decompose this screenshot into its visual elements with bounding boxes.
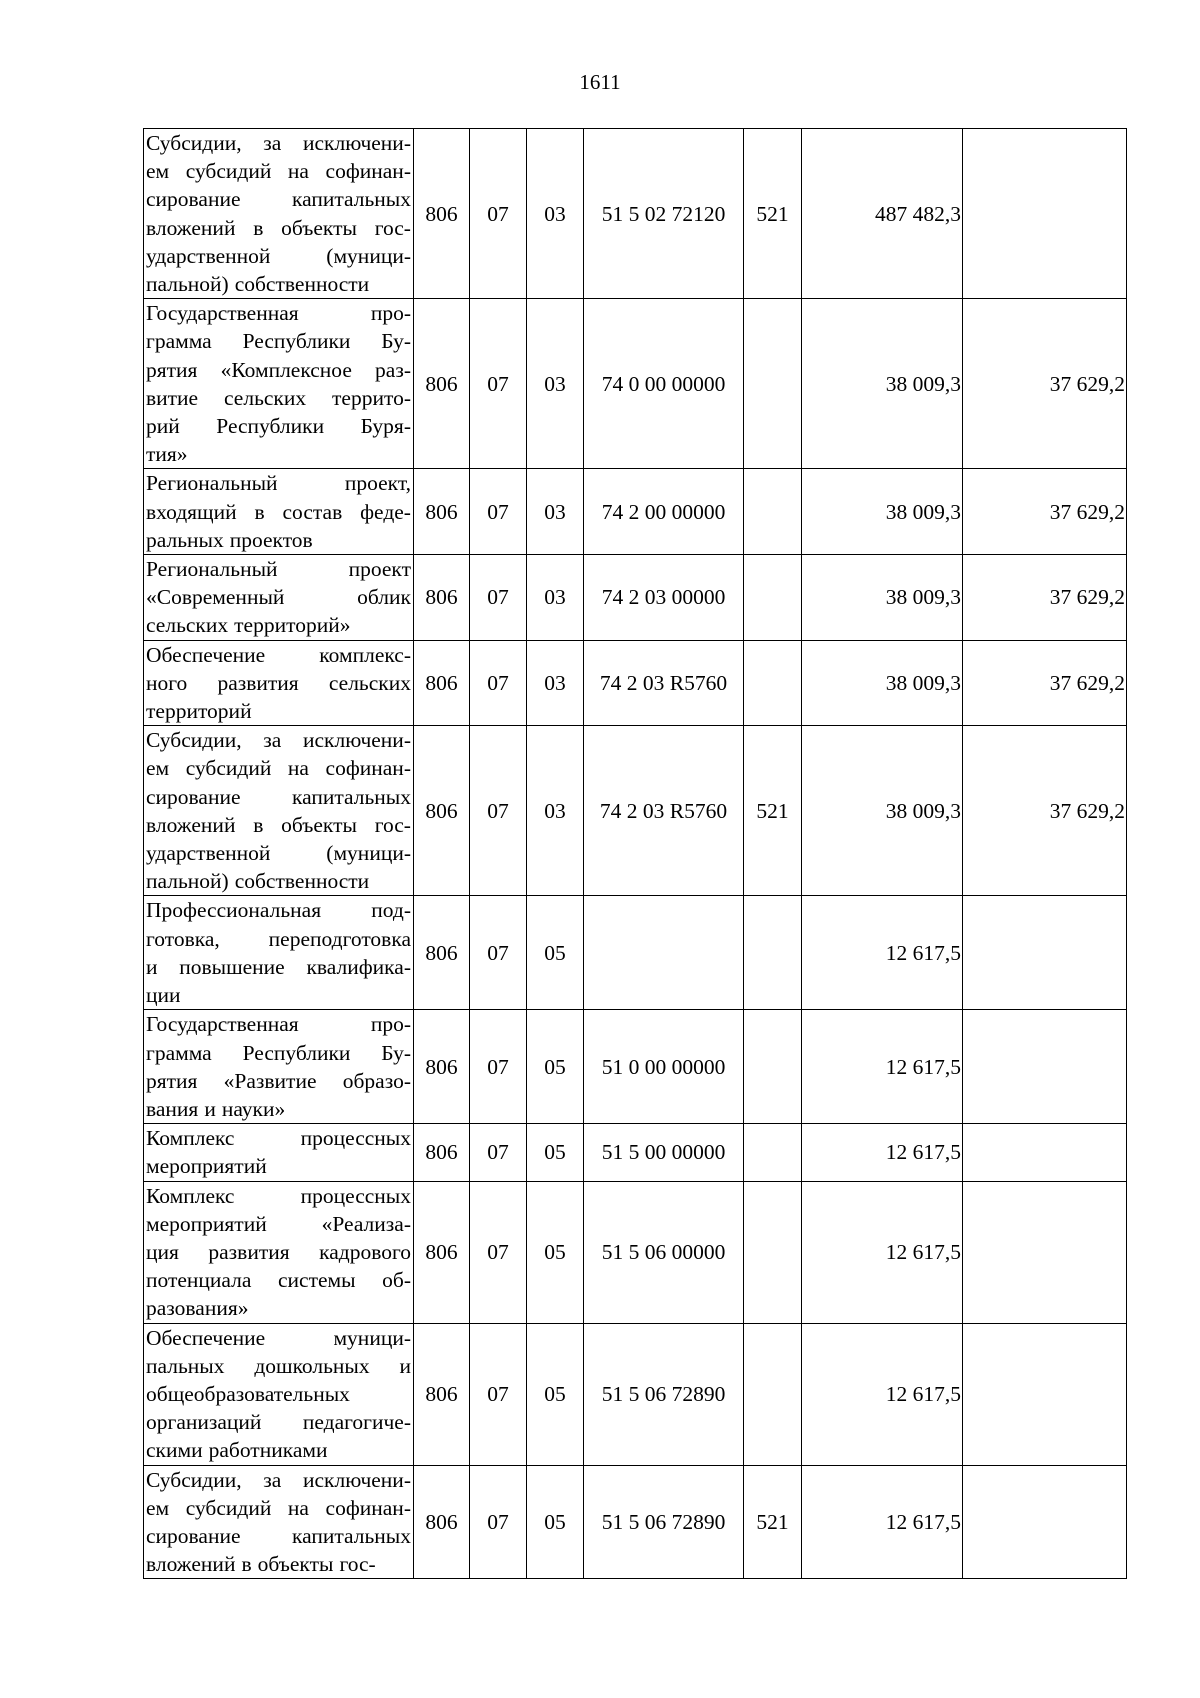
subsection-code-cell: 05 <box>527 1181 584 1323</box>
row-name-line: организаций педагогиче- <box>146 1410 411 1435</box>
section-code-cell: 07 <box>470 1465 527 1579</box>
expense-type-cell: 521 <box>744 1465 802 1579</box>
section-code-cell: 07 <box>470 129 527 299</box>
subsection-code-cell: 03 <box>527 555 584 641</box>
expense-type-cell <box>744 299 802 469</box>
row-name-cell <box>144 555 414 641</box>
row-name-line: сельских территорий» <box>146 613 351 638</box>
subsection-code-cell: 03 <box>527 640 584 726</box>
amount-year1-cell: 12 617,5 <box>802 1181 963 1323</box>
row-name-line: сирование капитальных <box>146 187 411 212</box>
amount-year1-cell: 12 617,5 <box>802 1465 963 1579</box>
ministry-code-cell: 806 <box>414 1323 470 1465</box>
row-name-line: общеобразовательных <box>146 1381 350 1406</box>
expense-type-cell <box>744 896 802 1010</box>
row-name-line: входящий в состав феде- <box>146 499 411 524</box>
amount-year2-cell: 37 629,2 <box>963 299 1127 469</box>
amount-year2-cell: 37 629,2 <box>963 640 1127 726</box>
section-code-cell: 07 <box>470 469 527 555</box>
row-name-cell <box>144 1124 414 1181</box>
expense-type-cell <box>744 640 802 726</box>
row-name-cell <box>144 129 414 299</box>
table-row <box>144 1181 1127 1323</box>
target-article-cell: 51 5 00 00000 <box>584 1124 744 1181</box>
section-code-cell: 07 <box>470 1181 527 1323</box>
amount-year2-cell: 37 629,2 <box>963 726 1127 896</box>
ministry-code-cell: 806 <box>414 1124 470 1181</box>
table-row <box>144 640 1127 726</box>
row-name-cell <box>144 1323 414 1465</box>
amount-year2-cell <box>963 1010 1127 1124</box>
expense-type-cell: 521 <box>744 129 802 299</box>
amount-year2-cell <box>963 1323 1127 1465</box>
row-name-line: сирование капитальных <box>146 1523 411 1548</box>
row-name-line: вания и науки» <box>146 1096 286 1121</box>
row-name-line: грамма Республики Бу- <box>146 1040 411 1065</box>
table-row <box>144 469 1127 555</box>
row-name-cell <box>144 1181 414 1323</box>
subsection-code-cell: 03 <box>527 129 584 299</box>
ministry-code-cell: 806 <box>414 640 470 726</box>
table-row <box>144 1465 1127 1579</box>
row-name-line: ем субсидий на софинан- <box>146 756 411 781</box>
ministry-code-cell: 806 <box>414 1465 470 1579</box>
ministry-code-cell: 806 <box>414 299 470 469</box>
amount-year1-cell: 12 617,5 <box>802 896 963 1010</box>
row-name-line: готовка, переподготовка <box>146 926 411 951</box>
budget-table <box>143 128 1127 1579</box>
target-article-cell: 74 2 03 00000 <box>584 555 744 641</box>
row-name-line: Субсидии, за исключени- <box>146 728 411 753</box>
section-code-cell: 07 <box>470 896 527 1010</box>
expense-type-cell <box>744 1323 802 1465</box>
target-article-cell: 74 2 03 R5760 <box>584 640 744 726</box>
ministry-code-cell: 806 <box>414 555 470 641</box>
row-name-line: потенциала системы об- <box>146 1268 411 1293</box>
table-body <box>144 129 1127 1579</box>
row-name-line: «Современный облик <box>146 585 411 610</box>
row-name-cell <box>144 469 414 555</box>
subsection-code-cell: 05 <box>527 1323 584 1465</box>
table-row <box>144 1124 1127 1181</box>
amount-year1-cell: 38 009,3 <box>802 469 963 555</box>
amount-year2-cell <box>963 1124 1127 1181</box>
amount-year2-cell <box>963 896 1127 1010</box>
row-name-line: пальных дошкольных и <box>146 1353 411 1378</box>
expense-type-cell <box>744 1181 802 1323</box>
table-row <box>144 726 1127 896</box>
target-article-cell: 51 0 00 00000 <box>584 1010 744 1124</box>
row-name-line: Комплекс процессных <box>146 1126 411 1151</box>
subsection-code-cell: 05 <box>527 896 584 1010</box>
row-name-line: Обеспечение комплекс- <box>146 642 411 667</box>
expense-type-cell <box>744 469 802 555</box>
row-name-line: Обеспечение муници- <box>146 1325 411 1350</box>
row-name-line: вложений в объекты гос- <box>146 215 411 240</box>
subsection-code-cell: 05 <box>527 1124 584 1181</box>
section-code-cell: 07 <box>470 1124 527 1181</box>
amount-year1-cell: 487 482,3 <box>802 129 963 299</box>
section-code-cell: 07 <box>470 726 527 896</box>
target-article-cell: 74 2 00 00000 <box>584 469 744 555</box>
target-article-cell <box>584 896 744 1010</box>
table-row <box>144 1010 1127 1124</box>
table-row <box>144 896 1127 1010</box>
subsection-code-cell: 03 <box>527 469 584 555</box>
row-name-line: витие сельских террито- <box>146 385 411 410</box>
row-name-line: сирование капитальных <box>146 784 411 809</box>
section-code-cell: 07 <box>470 1010 527 1124</box>
expense-type-cell <box>744 1124 802 1181</box>
amount-year2-cell: 37 629,2 <box>963 469 1127 555</box>
row-name-line: Региональный проект <box>146 557 411 582</box>
table-row <box>144 129 1127 299</box>
row-name-cell <box>144 1465 414 1579</box>
row-name-cell <box>144 640 414 726</box>
target-article-cell: 51 5 02 72120 <box>584 129 744 299</box>
row-name-line: Профессиональная под- <box>146 898 411 923</box>
section-code-cell: 07 <box>470 555 527 641</box>
row-name-line: ции <box>146 983 181 1008</box>
expense-type-cell <box>744 555 802 641</box>
row-name-line: вложений в объекты гос- <box>146 1552 376 1577</box>
row-name-line: ем субсидий на софинан- <box>146 1495 411 1520</box>
row-name-line: Комплекс процессных <box>146 1183 411 1208</box>
amount-year2-cell <box>963 129 1127 299</box>
row-name-line: скими работниками <box>146 1438 328 1463</box>
row-name-line: мероприятий «Реализа- <box>146 1211 411 1236</box>
ministry-code-cell: 806 <box>414 129 470 299</box>
row-name-line: Субсидии, за исключени- <box>146 1467 411 1492</box>
row-name-cell <box>144 726 414 896</box>
target-article-cell: 74 2 03 R5760 <box>584 726 744 896</box>
target-article-cell: 51 5 06 72890 <box>584 1465 744 1579</box>
amount-year1-cell: 12 617,5 <box>802 1124 963 1181</box>
ministry-code-cell: 806 <box>414 726 470 896</box>
ministry-code-cell: 806 <box>414 469 470 555</box>
row-name-line: Государственная про- <box>146 1012 411 1037</box>
row-name-line: вложений в объекты гос- <box>146 812 411 837</box>
subsection-code-cell: 05 <box>527 1010 584 1124</box>
row-name-line: мероприятий <box>146 1154 267 1179</box>
row-name-line: грамма Республики Бу- <box>146 329 411 354</box>
target-article-cell: 51 5 06 00000 <box>584 1181 744 1323</box>
row-name-line: рятия «Развитие образо- <box>146 1068 411 1093</box>
target-article-cell: 74 0 00 00000 <box>584 299 744 469</box>
row-name-line: рятия «Комплексное раз- <box>146 357 411 382</box>
row-name-line: Государственная про- <box>146 301 411 326</box>
table-row <box>144 555 1127 641</box>
row-name-line: ного развития сельских <box>146 670 411 695</box>
row-name-line: Субсидии, за исключени- <box>146 131 411 155</box>
row-name-cell <box>144 299 414 469</box>
ministry-code-cell: 806 <box>414 1181 470 1323</box>
section-code-cell: 07 <box>470 1323 527 1465</box>
subsection-code-cell: 05 <box>527 1465 584 1579</box>
row-name-line: ударственной (муници- <box>146 841 411 866</box>
subsection-code-cell: 03 <box>527 299 584 469</box>
target-article-cell: 51 5 06 72890 <box>584 1323 744 1465</box>
row-name-line: пальной) собственности <box>146 869 370 894</box>
section-code-cell: 07 <box>470 640 527 726</box>
row-name-line: пальной) собственности <box>146 272 370 297</box>
expense-type-cell <box>744 1010 802 1124</box>
amount-year1-cell: 38 009,3 <box>802 299 963 469</box>
ministry-code-cell: 806 <box>414 896 470 1010</box>
amount-year1-cell: 12 617,5 <box>802 1010 963 1124</box>
row-name-line: Региональный проект, <box>146 471 411 496</box>
amount-year1-cell: 38 009,3 <box>802 555 963 641</box>
ministry-code-cell: 806 <box>414 1010 470 1124</box>
row-name-line: рий Республики Буря- <box>146 414 411 439</box>
table-row <box>144 299 1127 469</box>
amount-year2-cell <box>963 1181 1127 1323</box>
page-number: 1611 <box>579 70 621 94</box>
row-name-line: разования» <box>146 1296 249 1321</box>
amount-year1-cell: 12 617,5 <box>802 1323 963 1465</box>
table-row <box>144 1323 1127 1465</box>
row-name-cell <box>144 1010 414 1124</box>
row-name-line: и повышение квалифика- <box>146 954 411 979</box>
section-code-cell: 07 <box>470 299 527 469</box>
row-name-line: ударственной (муници- <box>146 243 411 268</box>
row-name-line: территорий <box>146 699 252 724</box>
amount-year1-cell: 38 009,3 <box>802 640 963 726</box>
row-name-line: ем субсидий на софинан- <box>146 159 411 184</box>
expense-type-cell: 521 <box>744 726 802 896</box>
subsection-code-cell: 03 <box>527 726 584 896</box>
amount-year1-cell: 38 009,3 <box>802 726 963 896</box>
row-name-line: тия» <box>146 442 188 467</box>
row-name-cell <box>144 896 414 1010</box>
row-name-line: ральных проектов <box>146 527 313 552</box>
amount-year2-cell <box>963 1465 1127 1579</box>
row-name-line: ция развития кадрового <box>146 1239 411 1264</box>
amount-year2-cell: 37 629,2 <box>963 555 1127 641</box>
